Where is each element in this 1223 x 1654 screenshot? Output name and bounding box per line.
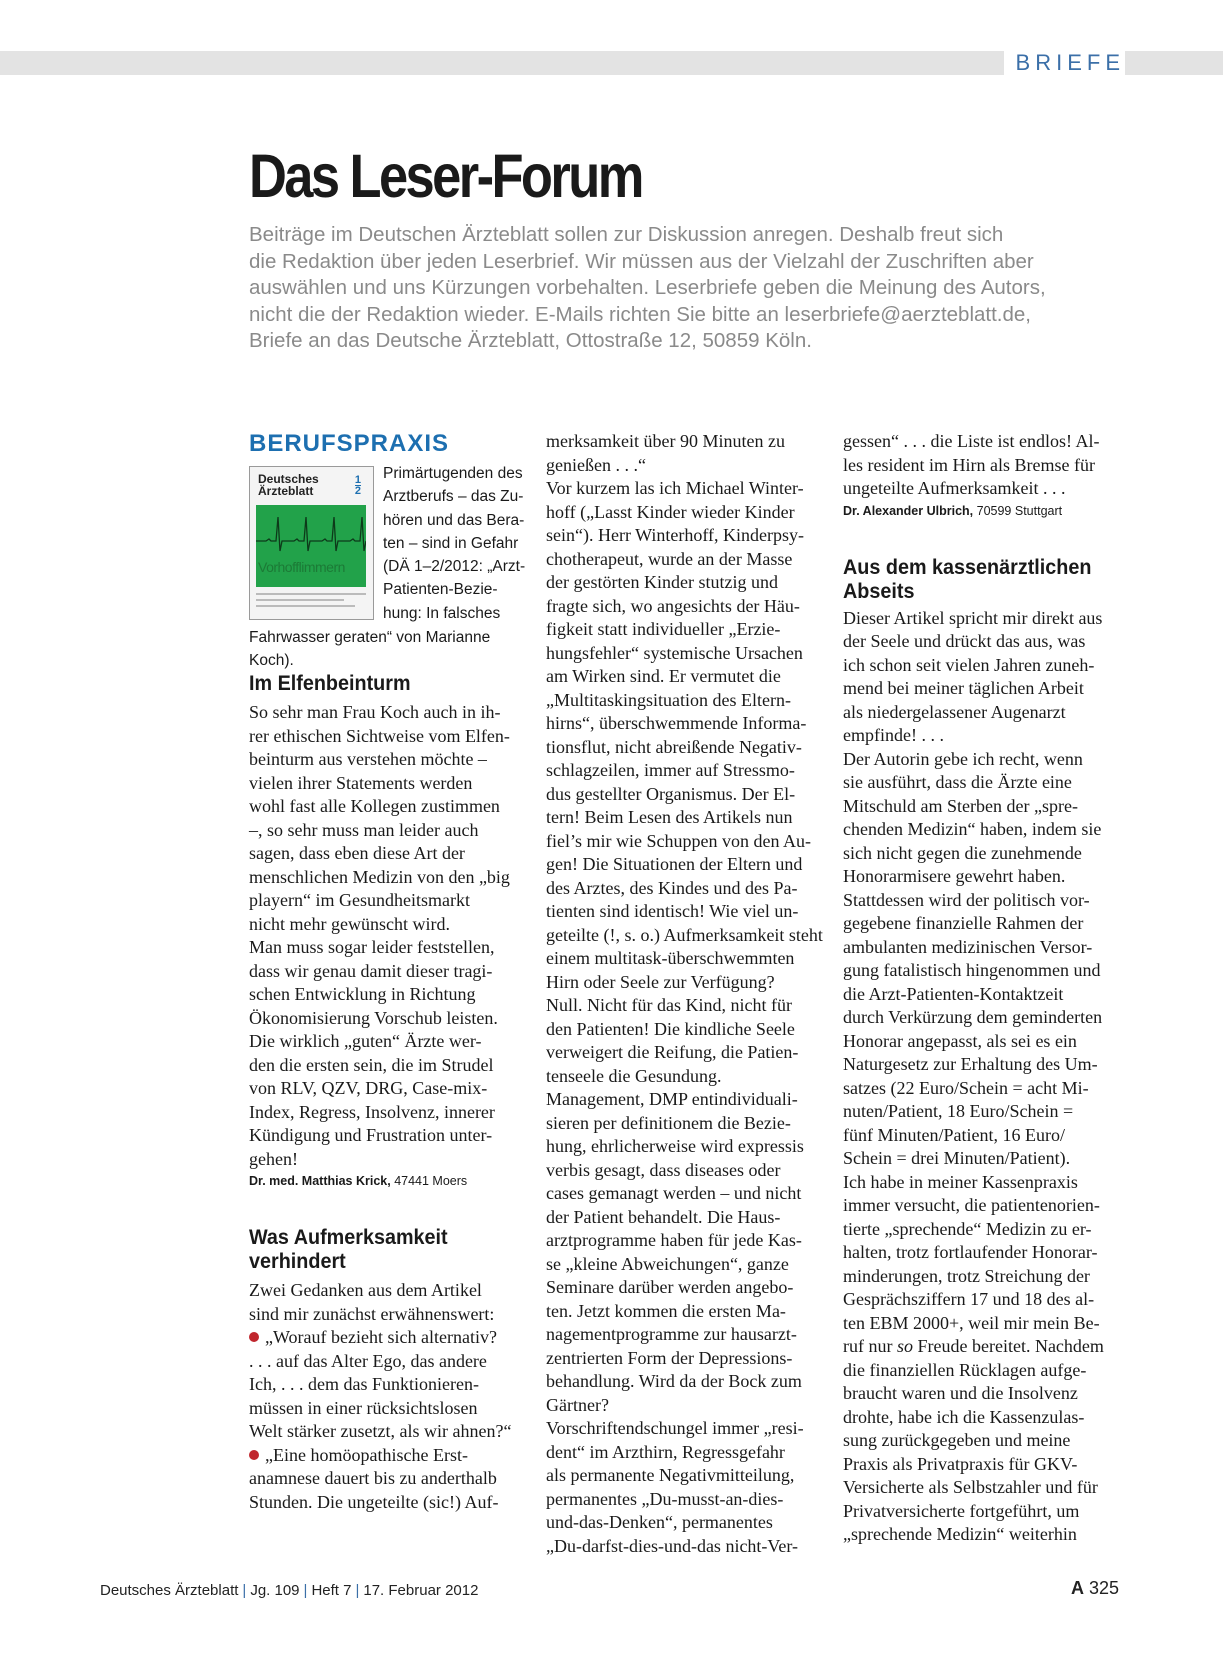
text-line: als niedergelassener Augenarzt — [843, 701, 1066, 722]
text-line: Ich habe in meiner Kassenpraxis — [843, 1171, 1078, 1192]
text-line: Praxis als Privatpraxis für GKV- — [843, 1453, 1078, 1474]
text-line: ten EBM 2000+, weil mir mein Be- — [843, 1312, 1100, 1333]
text-line: Hirn oder Seele zur Verfügung? — [546, 971, 775, 992]
cover-headline: Vorhofflimmern — [258, 559, 345, 575]
text-line: mend bei meiner täglichen Arbeit — [843, 678, 1084, 698]
text-line: tienten sind identisch! Wie viel un- — [546, 901, 799, 921]
text-line: rer ethischen Sichtweise vom Elfen- — [249, 725, 510, 746]
text-line: nicht mehr gewünscht wird. — [249, 913, 450, 934]
text-line: vielen ihrer Statements werden — [249, 772, 473, 793]
text-line: gung fatalistisch hingenommen und — [843, 960, 1101, 980]
text-line: sein“). Herr Winterhoff, Kinderpsy- — [546, 525, 805, 545]
text-line: hoff („Lasst Kinder wieder Kinder — [546, 501, 795, 522]
text-line: gegebene finanzielle Rahmen der — [843, 913, 1084, 933]
intro-line: nicht die der Redaktion wieder. E-Mails richten Sie bitte an leserbriefe@aerzteblatt.de, — [249, 302, 1031, 326]
text-line: . . . auf das Alter Ego, das andere — [249, 1350, 487, 1371]
letter-body — [843, 1359, 1123, 1547]
text-line: Kündigung und Frustration unter- — [249, 1125, 493, 1145]
text-line: les resident im Hirn als Bremse für — [843, 454, 1095, 475]
ecg-trace-icon — [256, 511, 366, 561]
footer-citation: Deutsches Ärzteblatt | Jg. 109 | Heft 7 | 17. Februar 2012 — [100, 1582, 479, 1599]
text-line: permanentes „Du-musst-an-dies- — [546, 1488, 784, 1509]
text-line: Arztberufs – das Zu- — [383, 488, 524, 506]
text-line: hung, ehrlicherweise wird expressis — [546, 1136, 804, 1156]
letter-body — [249, 1279, 529, 1326]
text-line: Mitschuld am Sterben der „spre- — [843, 795, 1078, 816]
text-line: gessen“ . . . die Liste ist endlos! Al- — [843, 431, 1100, 451]
bullet-item — [249, 1444, 529, 1515]
text-line: cases gemanagt werden – und nicht — [546, 1183, 802, 1203]
text-line: Honorarmisere gewehrt haben. — [843, 866, 1066, 886]
cover-title-line: Deutsches — [258, 472, 319, 486]
text-line: wohl fast alle Kollegen zustimmen — [249, 796, 500, 816]
page-number: A 325 — [1070, 1578, 1119, 1598]
text-line: halten, trotz fortlaufender Honorar- — [843, 1242, 1098, 1262]
text-line: merksamkeit über 90 Minuten zu — [546, 431, 785, 451]
text-line: „Multitaskingsituation des Eltern- — [546, 689, 791, 710]
text-line: geteilte (!, s. o.) Aufmerksamkeit steht — [546, 924, 823, 945]
text-line: Seminare darüber werden angebo- — [546, 1277, 794, 1297]
text-line: menschlichen Medizin von den „big — [249, 866, 510, 887]
text-line: den Patienten! Die kindliche Seele — [546, 1018, 795, 1039]
text-line: behandlung. Wird da der Bock zum — [546, 1371, 802, 1391]
letter-heading: Im Elfenbeinturm — [249, 671, 411, 695]
text-line: Honorar angepasst, als sei es ein — [843, 1030, 1077, 1051]
text-line: sung zurückgegeben und meine — [843, 1430, 1071, 1450]
intro-line: Briefe an das Deutsche Ärzteblatt, Ottostraße 12, 50859 Köln. — [249, 329, 812, 352]
text-line: beinturm aus verstehen möchte – — [249, 749, 487, 769]
text-line: se „kleine Abweichungen“, ganze — [546, 1253, 789, 1274]
text-line: dus gestellter Organismus. Der El- — [546, 783, 796, 804]
text-line: verweigert die Reifung, die Patien- — [546, 1042, 799, 1062]
text-line: genießen . . .“ — [546, 454, 646, 475]
text-line: ungeteilte Aufmerksamkeit . . . — [843, 478, 1066, 498]
text-line: des Arztes, des Kindes und des Pa- — [546, 877, 798, 898]
letter-signature: Dr. Alexander Ulbrich, 70599 Stuttgart — [843, 503, 1063, 518]
text-line: schen Entwicklung in Richtung — [249, 984, 476, 1004]
column-3 — [843, 430, 1123, 1547]
date: 17. Februar 2012 — [363, 1582, 479, 1599]
text-line: „Du-darfst-dies-und-das nicht-Ver- — [546, 1535, 799, 1556]
text-line: von RLV, QZV, DRG, Case-mix- — [249, 1078, 488, 1098]
bullet-icon — [249, 1450, 259, 1460]
teaser-block — [249, 462, 529, 670]
text-line: durch Verkürzung dem geminderten — [843, 1007, 1103, 1027]
text-line: ich schon seit vielen Jahren zuneh- — [843, 654, 1095, 675]
text-line: minderungen, trotz Streichung der — [843, 1265, 1090, 1286]
text-line: Management, DMP entindividuali- — [546, 1089, 798, 1109]
cover-title-line: Ärzteblatt — [258, 484, 314, 498]
text-line: anamnese dauert bis zu anderthalb — [249, 1468, 497, 1488]
text-line: Null. Nicht für das Kind, nicht für — [546, 995, 792, 1015]
intro-line: die Redaktion über jeden Leserbrief. Wir müssen aus der Vielzahl der Zuschriften aber — [249, 249, 1034, 273]
text-line: empfinde! . . . — [843, 725, 944, 745]
text-line: „sprechende Medizin“ weiterhin — [843, 1524, 1077, 1544]
text-line: Primärtugenden des — [383, 465, 523, 482]
text-line: der Patient behandelt. Die Haus- — [546, 1206, 781, 1227]
text-line: sie ausführt, dass die Ärzte eine — [843, 772, 1072, 792]
intro-line: Beiträge im Deutschen Ärzteblatt sollen zur Diskussion anregen. Deshalb freut sich — [249, 223, 1004, 246]
text-line: Man muss sogar leider feststellen, — [249, 937, 495, 957]
text-line: Vor kurzem las ich Michael Winter- — [546, 478, 804, 498]
cover-issue-number: 1 2 — [354, 474, 361, 497]
bullet-icon — [249, 1332, 259, 1342]
teaser-text — [383, 462, 525, 625]
cover-footer-lines — [256, 593, 366, 611]
text-line: hungsfehler“ systemische Ursachen — [546, 642, 803, 663]
text-line: „Worauf bezieht sich alternativ? — [249, 1326, 529, 1350]
text-line: Gesprächsziffern 17 und 18 des al- — [843, 1289, 1095, 1309]
text-line: nuten/Patient, 18 Euro/Schein = — [843, 1101, 1074, 1121]
text-line: tionsflut, nicht abreißende Negativ- — [546, 736, 802, 757]
letter-signature: Dr. med. Matthias Krick, 47441 Moers — [249, 1174, 468, 1188]
section-label: BRIEFE — [1004, 48, 1125, 78]
text-line: Der Autorin gebe ich recht, wenn — [843, 748, 1083, 769]
text-line: Vorschriftendschungel immer „resi- — [546, 1418, 804, 1438]
text-line: chenden Medizin“ haben, indem sie — [843, 819, 1102, 839]
text-line: playern“ im Gesundheitsmarkt — [249, 890, 470, 910]
text-line: Schein = drei Minuten/Patient). — [843, 1148, 1071, 1168]
intro-paragraph — [249, 222, 1129, 355]
text-line: Koch). — [249, 652, 294, 670]
issue: Heft 7 — [311, 1582, 352, 1599]
text-line: fiel’s mir wie Schuppen von den Au- — [546, 830, 811, 851]
text-line: „Eine homöopathische Erst- — [249, 1444, 529, 1468]
text-line: Welt stärker zusetzt, als wir ahnen?“ — [249, 1421, 512, 1441]
text-line: Stunden. Die ungeteilte (sic!) Auf- — [249, 1491, 499, 1512]
text-line: (DÄ 1–2/2012: „Arzt- — [383, 558, 526, 576]
text-line: fünf Minuten/Patient, 16 Euro/ — [843, 1124, 1065, 1145]
letter-heading: Was Aufmerksamkeit verhindert — [249, 1225, 448, 1273]
text-line: sagen, dass eben diese Art der — [249, 843, 465, 863]
text-line: gehen! — [249, 1148, 298, 1169]
text-line: einem multitask-überschwemmten — [546, 948, 795, 968]
text-line: –, so sehr muss man leider auch — [249, 819, 479, 840]
text-line: So sehr man Frau Koch auch in ih- — [249, 702, 501, 722]
text-line: chotherapeut, wurde an der Masse — [546, 548, 793, 569]
text-line: tenseele die Gesundung. — [546, 1065, 722, 1086]
text-line: Naturgesetz zur Erhaltung des Um- — [843, 1054, 1098, 1074]
text-line: tern! Beim Lesen des Artikels nun — [546, 807, 793, 827]
text-line: Privatversicherte fortgeführt, um — [843, 1500, 1080, 1521]
text-line: tierte „sprechende“ Medizin zu er- — [843, 1218, 1092, 1239]
text-line: gen! Die Situationen der Eltern und — [546, 854, 803, 874]
text-line: Index, Regress, Insolvenz, innerer — [249, 1101, 495, 1122]
letter-body — [843, 430, 1123, 501]
page-title: Das Leser-Forum — [249, 142, 642, 210]
text-line: hung: In falsches — [383, 604, 501, 622]
text-line: Dieser Artikel spricht mir direkt aus — [843, 607, 1103, 628]
text-line: figkeit statt individueller „Erzie- — [546, 619, 781, 639]
text-line: braucht waren und die Insolvenz — [843, 1383, 1078, 1403]
letter-heading: Aus dem kassenärztlichen Abseits — [843, 554, 1092, 603]
text-line: dass wir genau damit dieser tragi- — [249, 960, 493, 981]
text-line: ten. Jetzt kommen die ersten Ma- — [546, 1300, 786, 1321]
intro-line: auswählen und uns Kürzungen vorbehalten. Leserbriefe geben die Meinung des Autors, — [249, 276, 1046, 299]
text-line: der gestörten Kinder stutzig und — [546, 572, 778, 592]
text-line: die finanziellen Rücklagen aufge- — [843, 1359, 1087, 1380]
text-line: ten – sind in Gefahr — [383, 534, 519, 552]
text-line: der Seele und drückt das aus, was — [843, 631, 1086, 651]
text-line: müssen in einer rücksichtslosen — [249, 1397, 478, 1418]
text-line: und-das-Denken“, permanentes — [546, 1512, 773, 1532]
text-line: als permanente Negativmitteilung, — [546, 1465, 795, 1485]
text-line: satzes (22 Euro/Schein = acht Mi- — [843, 1077, 1089, 1098]
text-line: schlagzeilen, immer auf Stressmo- — [546, 760, 795, 780]
text-line: dent“ im Arzthirn, Regressgefahr — [546, 1441, 785, 1462]
text-line: fragte sich, wo angesichts der Häu- — [546, 595, 800, 616]
category-label: BERUFSPRAXIS — [249, 430, 450, 457]
text-line: sieren per definitionem die Bezie- — [546, 1112, 791, 1133]
text-line: ambulanten medizinischen Versor- — [843, 936, 1093, 957]
text-line: sich nicht gegen die zunehmende — [843, 842, 1082, 863]
text-line: Patienten-Bezie- — [383, 581, 498, 599]
text-line: drohte, habe ich die Kassenzulas- — [843, 1406, 1085, 1427]
text-line: ruf nur so Freude bereitet. Nachdem — [843, 1336, 1104, 1356]
text-line: nagementprogramme zur hausarzt- — [546, 1324, 797, 1344]
teaser-text-continued — [249, 626, 490, 673]
text-line: sind mir zunächst erwähnenswert: — [249, 1303, 495, 1324]
cover-ecg-panel — [256, 505, 366, 587]
text-line: hirns“, überschwemmende Informa- — [546, 713, 807, 733]
text-line: arztprogramme haben für jede Kas- — [546, 1230, 802, 1250]
text-line: die Arzt-Patienten-Kontaktzeit — [843, 983, 1064, 1004]
text-line: Stattdessen wird der politisch vor- — [843, 889, 1090, 910]
text-line: Fahrwasser geraten“ von Marianne — [249, 629, 491, 646]
text-line: Ich, . . . dem das Funktionieren- — [249, 1374, 479, 1394]
text-line: hören und das Bera- — [383, 511, 525, 529]
letter-body — [249, 701, 529, 1171]
volume: Jg. 109 — [250, 1582, 300, 1599]
journal-name: Deutsches Ärzteblatt — [100, 1582, 239, 1599]
magazine-cover-image — [249, 466, 374, 620]
text-line: Ökonomisierung Vorschub leisten. — [249, 1007, 498, 1028]
text-line: Gärtner? — [546, 1394, 609, 1415]
column-1 — [249, 430, 529, 1514]
bullet-item — [249, 1326, 529, 1444]
letter-body — [843, 607, 1123, 1336]
column-2 — [546, 430, 826, 1558]
text-line: den die ersten sein, die im Strudel — [249, 1054, 494, 1075]
text-line: zentrierten Form der Depressions- — [546, 1347, 793, 1368]
text-line: Versicherte als Selbstzahler und für — [843, 1477, 1098, 1497]
text-line: verbis gesagt, dass diseases oder — [546, 1159, 781, 1180]
text-line: Zwei Gedanken aus dem Artikel — [249, 1280, 482, 1300]
text-line: am Wirken sind. Er vermutet die — [546, 666, 781, 686]
text-line: immer versucht, die patientenorien- — [843, 1195, 1100, 1215]
text-line: Die wirklich „guten“ Ärzte wer- — [249, 1031, 482, 1051]
